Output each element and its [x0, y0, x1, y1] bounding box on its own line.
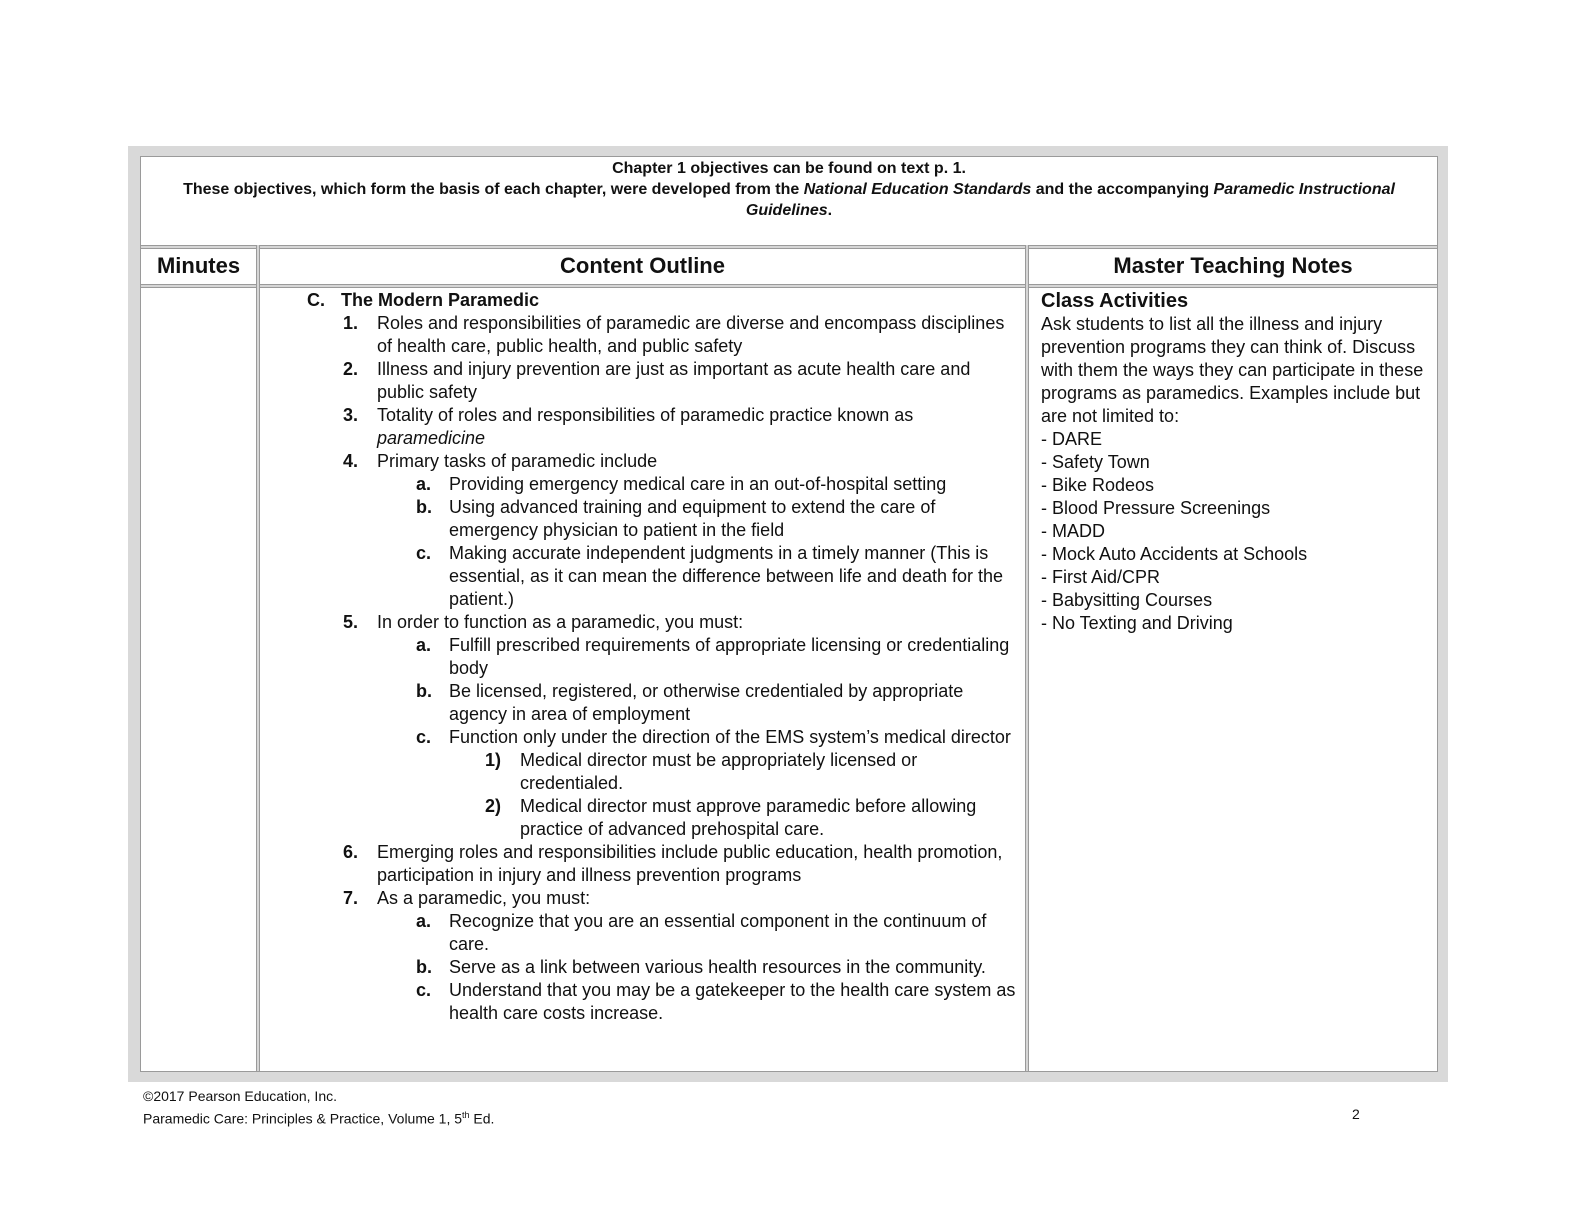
notes-column-divider: [1025, 245, 1029, 1071]
outline-item-5c1: 1) Medical director must be appropriately licensed or credentialed.: [485, 750, 918, 793]
objectives-header: [141, 157, 1437, 246]
outline-item-4: 4. Primary tasks of paramedic include: [343, 451, 658, 471]
column-header-outline: Content Outline: [560, 253, 725, 278]
notes-body: Ask students to list all the illness and injury prevention programs they can think of. Discuss with them the ways they can participate in these programs as paramedics. Examples include but are not limited to:: [1041, 314, 1424, 426]
notes-item: - MADD: [1041, 521, 1105, 541]
outline-item-2: 2. Illness and injury prevention are just as important as acute health care and public safety: [343, 359, 971, 402]
outline-item-4a: a. Providing emergency medical care in an out-of-hospital setting: [416, 474, 947, 494]
outline-item-4c: c. Making accurate independent judgments in a timely manner (This is essential, as it can mean the difference between life and death for the patient.): [416, 543, 1004, 609]
outline-item-5: 5. In order to function as a paramedic, you must:: [343, 612, 744, 632]
objectives-line-1: Chapter 1 objectives can be found on text p. 1.: [612, 160, 966, 177]
section-title: The Modern Paramedic: [341, 290, 540, 310]
table-frame: [128, 146, 1448, 1082]
outline-item-3: 3. Totality of roles and responsibilities of paramedic practice known as paramedicine: [343, 405, 914, 448]
outline-item-7c: c. Understand that you may be a gatekeeper to the health care system as health care costs increase.: [416, 980, 1016, 1023]
outline-item-6: 6. Emerging roles and responsibilities include public education, health promotion, participation in injury and illness prevention programs: [343, 842, 1003, 885]
outline-item-5c2: 2) Medical director must approve paramedic before allowing practice of advanced prehospital care.: [485, 796, 977, 839]
column-header-notes: Master Teaching Notes: [1113, 253, 1353, 278]
teaching-notes: [1041, 289, 1431, 635]
outline-item-1: 1. Roles and responsibilities of paramedic are diverse and encompass disciplines of health care, public health, and public safety: [343, 313, 1005, 356]
notes-item: - DARE: [1041, 429, 1103, 449]
notes-item: - First Aid/CPR: [1041, 567, 1161, 587]
outline-item-5b: b. Be licensed, registered, or otherwise credentialed by appropriate agency in area of employment: [416, 681, 964, 724]
notes-item: - No Texting and Driving: [1041, 613, 1233, 633]
copyright-text: ©2017 Pearson Education, Inc.: [143, 1088, 337, 1104]
notes-title: Class Activities: [1041, 290, 1189, 312]
notes-item: - Safety Town: [1041, 452, 1150, 472]
notes-item: - Bike Rodeos: [1041, 475, 1155, 495]
column-header-divider: [141, 284, 1437, 288]
table-inner: [140, 156, 1438, 1072]
notes-item: - Blood Pressure Screenings: [1041, 498, 1271, 518]
notes-item: - Mock Auto Accidents at Schools: [1041, 544, 1308, 564]
book-title: Paramedic Care: Principles & Practice, Volume 1, 5th Ed.: [143, 1110, 495, 1127]
outline-item-7b: b. Serve as a link between various health resources in the community.: [416, 957, 986, 977]
content-outline: [301, 289, 1021, 1025]
outline-item-7a: a. Recognize that you are an essential component in the continuum of care.: [416, 911, 987, 954]
notes-item: - Babysitting Courses: [1041, 590, 1213, 610]
page-footer: [143, 1087, 494, 1129]
outline-item-4b: b. Using advanced training and equipment to extend the care of emergency physician to patient in the field: [416, 497, 936, 540]
outline-item-5a: a. Fulfill prescribed requirements of appropriate licensing or credentialing body: [416, 635, 1010, 678]
page-number: 2: [1352, 1106, 1360, 1122]
outline-item-5c: c. Function only under the direction of the EMS system’s medical director: [416, 727, 1011, 747]
outline-section: C. The Modern Paramedic: [307, 290, 540, 310]
column-header-minutes: Minutes: [156, 253, 241, 278]
outline-item-7: 7. As a paramedic, you must:: [343, 888, 591, 908]
minutes-column-divider: [256, 245, 260, 1071]
objectives-line-2: These objectives, which form the basis of each chapter, were developed from the National Education Standards and the accompanying Paramedic Instructional Guidelines.: [183, 181, 1395, 219]
